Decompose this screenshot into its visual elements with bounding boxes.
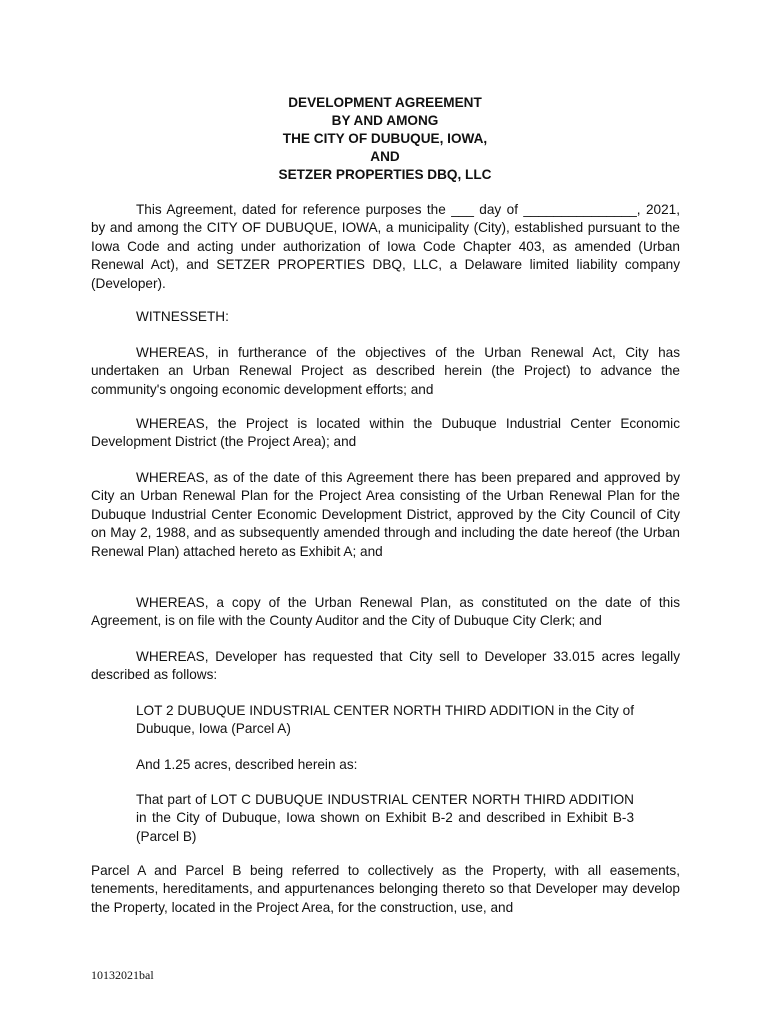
title-line: BY AND AMONG [331,113,439,128]
witnesseth-heading: WITNESSETH: [136,309,229,324]
whereas-paragraph-2: WHEREAS, the Project is located within the Dubuque Industrial Center Economic Development District (the Project Area); and [91,416,680,450]
document-title [0,94,770,184]
parcel-a-description: LOT 2 DUBUQUE INDUSTRIAL CENTER NORTH THIRD ADDITION in the City of Dubuque, Iowa (Parcel A) [136,703,634,737]
title-line: SETZER PROPERTIES DBQ, LLC [278,167,492,182]
title-line: AND [370,149,400,164]
property-paragraph: Parcel A and Parcel B being referred to collectively as the Property, with all easements, tenements, hereditaments, and appurtenances belonging thereto so that Developer may develop the Property, located in the Project Area, for the construction, use, and [91,863,680,915]
whereas-paragraph-3: WHEREAS, as of the date of this Agreement there has been prepared and approved by City an Urban Renewal Plan for the Project Area consisting of the Urban Renewal Plan for the Dubuque Industrial Center Economic Development District, approved by the City Council of City on May 2, 1988, and as subsequently amended through and including the date hereof (the Urban Renewal Plan) attached hereto as Exhibit A; and [91,470,680,559]
parcel-b-description: That part of LOT C DUBUQUE INDUSTRIAL CENTER NORTH THIRD ADDITION in the City of Dubuque, Iowa shown on Exhibit B-2 and described in Exhibit B-3 (Parcel B) [136,792,634,844]
whereas-paragraph-5: WHEREAS, Developer has requested that City sell to Developer 33.015 acres legally described as follows: [91,649,680,683]
intro-paragraph: This Agreement, dated for reference purposes the ___ day of _______________, 2021, by and among the CITY OF DUBUQUE, IOWA, a municipality (City), established pursuant to the Iowa Code and acting under authorization of Iowa Code Chapter 403, as amended (Urban Renewal Act), and SETZER PROPERTIES DBQ, LLC, a Delaware limited liability company (Developer). [91,202,680,291]
whereas-paragraph-4: WHEREAS, a copy of the Urban Renewal Plan, as constituted on the date of this Agreement, is on file with the County Auditor and the City of Dubuque City Clerk; and [91,595,680,629]
title-line: DEVELOPMENT AGREEMENT [288,95,482,110]
footer-code: 10132021bal [91,968,154,982]
whereas-paragraph-1: WHEREAS, in furtherance of the objectives of the Urban Renewal Act, City has undertaken an Urban Renewal Project as described herein (the Project) to advance the community's ongoing economic development efforts; and [91,345,680,397]
acres-description: And 1.25 acres, described herein as: [136,757,358,772]
title-line: THE CITY OF DUBUQUE, IOWA, [282,131,488,146]
